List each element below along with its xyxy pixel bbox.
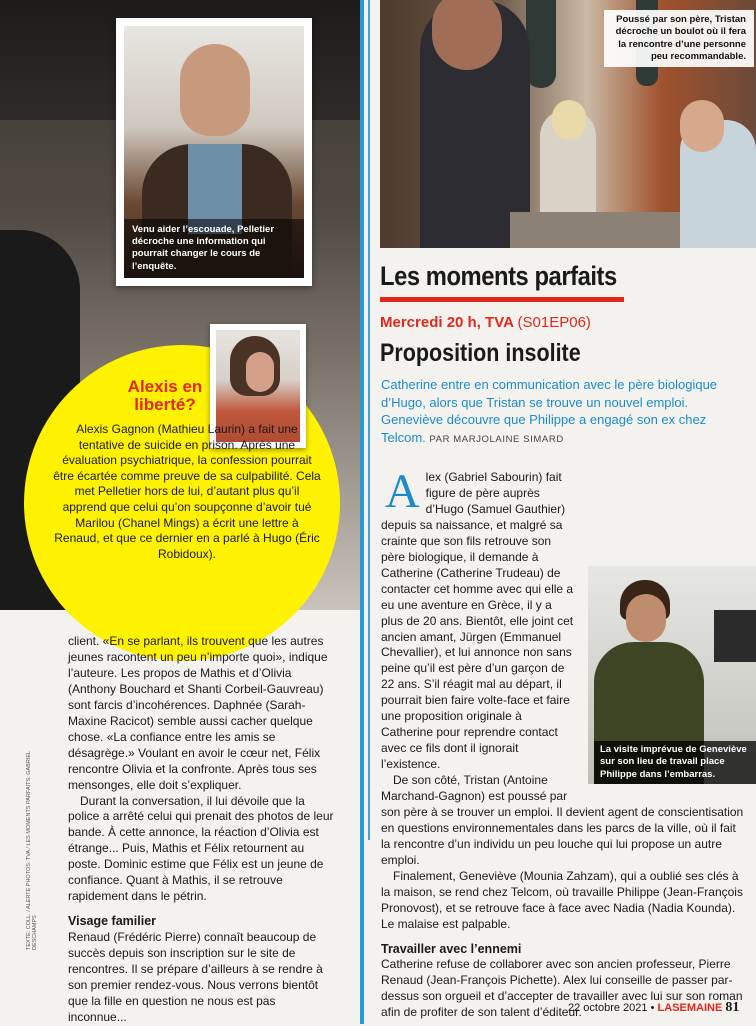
dek-text: Catherine entre en communication avec le père biologique d’Hugo, alors que Tristan se trouve un nouvel emploi. Geneviève découvre que Philippe a engagé son ex chez Telcom. [381,377,718,445]
photo-credit: TEXTE: COLL. / ALERTE PHOTOS: TVA / LES MOMENTS PARFAITS: GABRIEL DESCHAMPS [26,751,38,950]
lead-paragraph: Alex (Gabriel Sabourin) fait figure de père auprès d’Hugo (Samuel Gauthier) depuis sa naissance, et malgré sa crainte que son fils retrouve son père biologique, il demande à Catherine (Catherine Trudeau) de contacter cet homme avec qui elle a eu une aventure en Grèce, il y a plus de 20 ans. Bientôt, elle joint cet ancien amant, Jürgen (Emmanuel Chevallier), et lui annonce non sans peine qu’il est père d’un garçon de 22 ans. S’il réagit mal au départ, il pourrait bien faire volte-face et faire une proposition originale à Catherine pour reprendre contact avec ce fils dont il ignorait l’existence. [381,465,574,772]
paragraph: Catherine refuse de collaborer avec son ancien professeur, Pierre Renaud (Jean-François Pichette). Alex lui conseille de passer par-dessus son orgueil et d’accepter de travailler avec lui sur son roman afin de profiter de son talent d’éditeur. [381,957,743,1020]
office-photo-caption: La visite imprévue de Geneviève sur son lieu de travail place Philippe dans l’embarras. [594,741,756,784]
page-footer: 22 octobre 2021 • LASEMAINE 81 [568,1000,740,1015]
pelletier-photo-frame [116,18,312,286]
paragraph: Renaud (Frédéric Pierre) connaît beaucoup de succès depuis son inscription sur le site de rencontres. Il se prépare d’ailleurs à se rendre à son premier rendez-vous. Nous verrons bientôt que la fille en question ne nous est pas inconnue... [68,929,323,1024]
title-underline [380,297,624,302]
episode-code: (S01EP06) [517,314,591,331]
article-dek [381,376,741,446]
paragraph: Finalement, Geneviève (Mounia Zahzam), qui a oublié ses clés à la maison, se rend chez Telcom, où travaille Philippe (Jean-François Pronovost), et se retrouve face à face avec Nadia (Nadia Kounda). Le malaise est palpable. [381,868,743,931]
schedule-time: Mercredi 20 h, TVA [380,314,514,331]
divider-rule [368,0,370,840]
left-article-body [68,634,336,1026]
paragraph: client. «En se parlant, ils trouvent que les autres jeunes racontent un peu n’importe quoi», indique l’auteure. Les propos de Mathis et d’Olivia (Anthony Bouchard et Shanti Corbeil-Gauvreau) sont farcis d’incohérences. Daphnée (Sarah-Maxine Racicot) semble aussi cacher quelque chose. «La confiance entre les amis se désagrège.» Voulant en avoir le cœur net, Félix rencontre Olivia et la confronte. Après tous ses mensonges, elle doit s’expliquer. [68,634,328,792]
paragraph: De son côté, Tristan (Antoine Marchand-Gagnon) est poussé par son père à se trouver un emploi. Il devient agent de conscientisation en questions environnementales dans les parcs de la ville, où il fait la rencontre d’un individu un peu louche qui lui propose un autre emploi. [381,773,744,867]
section-title: Les moments parfaits [380,261,617,291]
byline: PAR MARJOLAINE SIMARD [429,433,564,445]
pelletier-photo-caption: Venu aider l’escouade, Pelletier décroche une information qui pourrait changer le cours de l’enquête. [124,219,304,278]
drop-cap: A [385,465,420,518]
subhead: Visage familier [68,914,157,929]
sidebar-title: Alexis en liberté? [127,377,203,414]
paragraph: Durant la conversation, il lui dévoile que la police a arrêté celui qui prenait des photos de leur bande. À cette annonce, la réaction d’Olivia est étrange... Puis, Mathis et Félix retournent au poste. Dominic estime que Félix est un jeune de confiance. Quant à Mathis, il se retrouve rapidement dans le pétrin. [68,793,334,904]
broadcast-schedule [380,314,591,331]
divider-rule [360,0,364,1024]
issue-date: 22 octobre 2021 [568,1002,648,1014]
subhead: Travailler avec l’ennemi [381,941,522,956]
article-headline: Proposition insolite [380,339,581,367]
kitchen-photo-caption: Poussé par son père, Tristan décroche un boulot où il fera la rencontre d’une personne peu recommandable. [604,10,754,67]
magazine-brand: LASEMAINE [657,1002,723,1014]
sidebar-text: Alexis Gagnon (Mathieu Laurin) a fait une tentative de suicide en prison. Après une évaluation psychiatrique, la confession pourrait être écartée comme preuve de sa culpabilité. Cela met Pelletier hors de lui, d’autant plus qu’il apprend que celui qu’on soupçonne d’avoir tué Marilou (Chanel Mings) a écrit une lettre à Renaud, et que ce dernier en a parlé à Hugo (Éric Robidoux). [53,422,321,561]
page-number: 81 [725,1000,740,1015]
